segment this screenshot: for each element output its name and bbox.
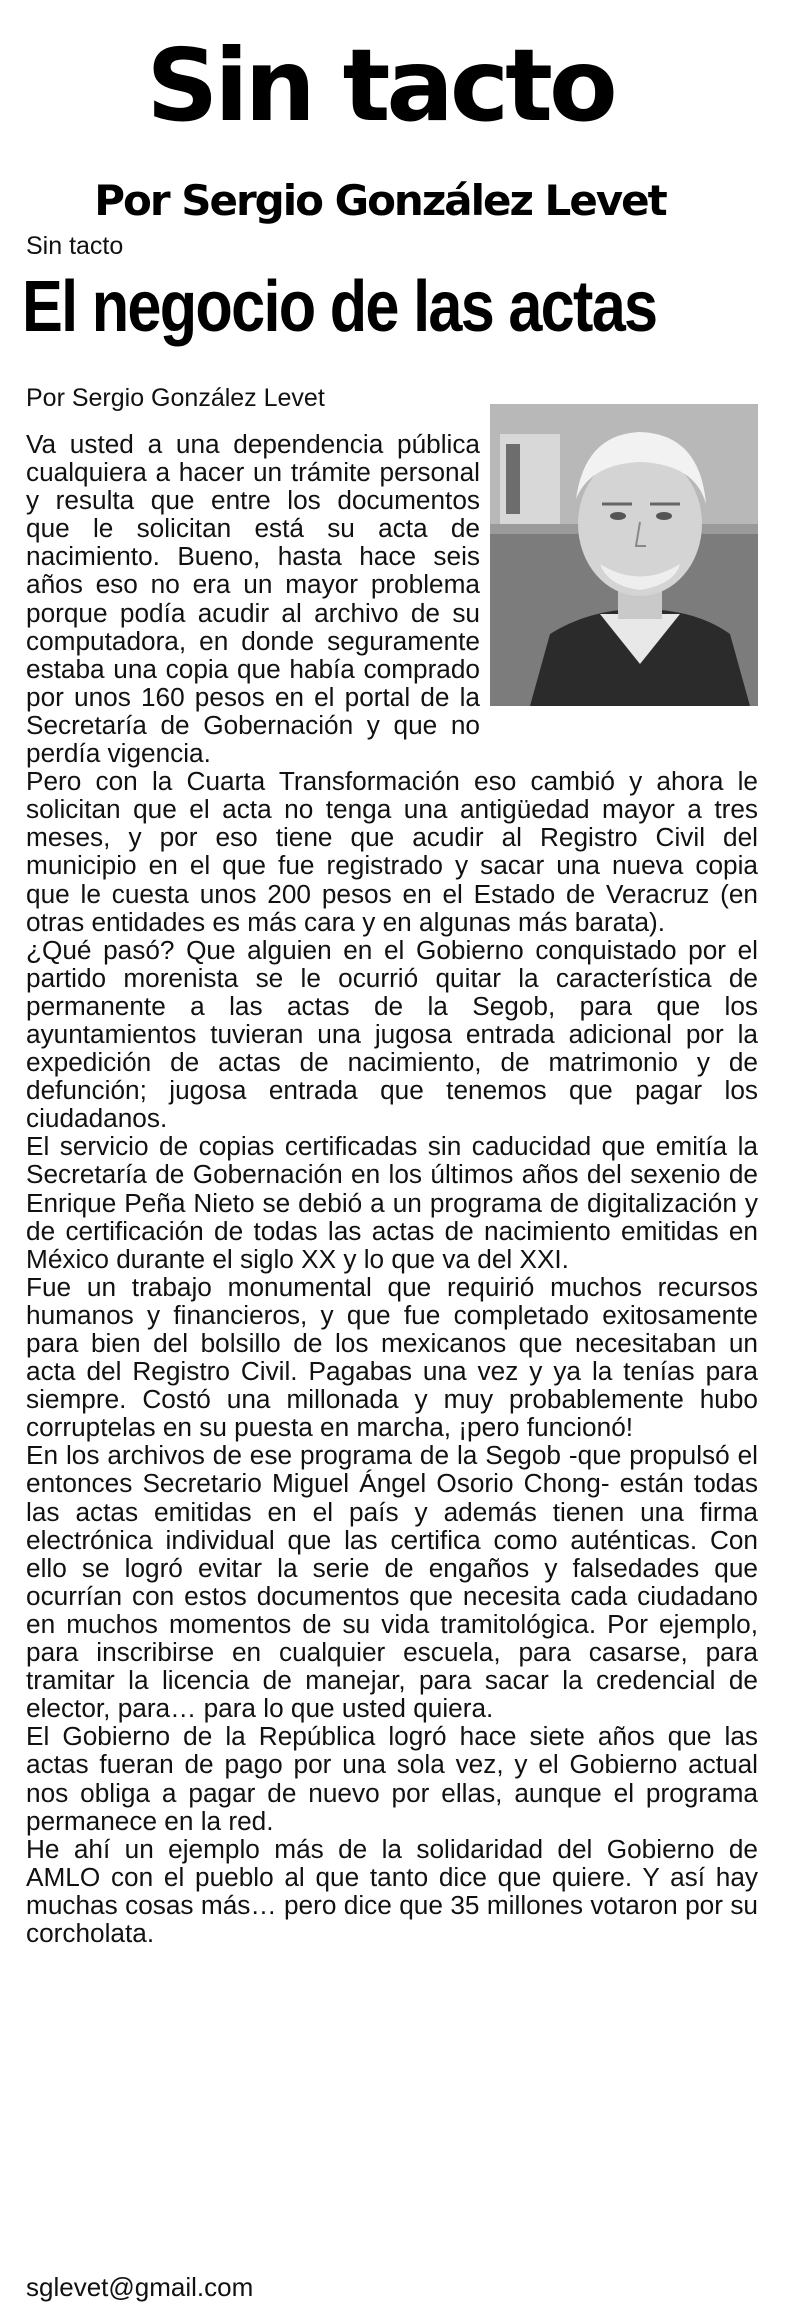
article-headline: El negocio de las actas <box>22 267 657 347</box>
paragraph: He ahí un ejemplo más de la solidaridad del Gobierno de AMLO con el pueblo al que tanto dice que quiere. Y así hay muchas cosas más… pero dice que 35 millones votaron por su corcholata. <box>26 1833 758 1948</box>
paragraph: ¿Qué pasó? Que alguien en el Gobierno conquistado por el partido morenista se le ocurrió quitar la característica de permanente a las actas de la Segob, para que los ayuntamientos tuvieran una jugosa entrada adicional por la expedición de actas de nacimiento, de matrimonio y de defunción; jugosa entrada que tenemos que pagar los ciudadanos. <box>26 934 758 1134</box>
paragraph: Fue un trabajo monumental que requirió muchos recursos humanos y financieros, y que fue completado exitosamente para bien del bolsillo de los mexicanos que necesitaban un acta del Registro Civil. Pagabas una vez y ya la tenías para siempre. Costó una millonada y muy probablemente hubo corruptelas en su puesta en marcha, ¡pero funcionó! <box>26 1271 758 1443</box>
paragraph: En los archivos de ese programa de la Segob -que propulsó el entonces Secretario Miguel Ángel Osorio Chong- están todas las actas emitidas en el país y además tienen una firma electrónica individual que las certifica como auténticas. Con ello se logró evitar la serie de engaños y falsedades que ocurrían con estos documentos que necesita cada ciudadano en muchos momentos de su vida tramitológica. Por ejemplo, para inscribirse en cualquier escuela, para casarse, para tramitar la licencia de manejar, para sacar la credencial de elector, para… para lo que usted quiera. <box>26 1440 758 1724</box>
section-label: Sin tacto <box>26 232 124 260</box>
masthead-title: Sin tacto <box>146 27 614 144</box>
masthead-byline: Por Sergio González Levet <box>94 176 666 225</box>
paragraph: Pero con la Cuarta Transformación eso cambió y ahora le solicitan que el acta no tenga una antigüedad mayor a tres meses, y por eso tiene que acudir al Registro Civil del municipio en el que fue registrado y sacar una nueva copia que le cuesta unos 200 pesos en el Estado de Veracruz (en otras entidades es más cara y en algunas más barata). <box>26 766 758 937</box>
article-byline: Por Sergio González Levet <box>26 384 325 412</box>
paragraph: Va usted a una dependencia pública cualquiera a hacer un trámite personal y resulta que entre los documentos que le solicitan está su acta de nacimiento. Bueno, hasta hace seis años eso no era un mayor problema porque podía acudir al archivo de su computadora, en donde seguramente estaba una copia que había comprado por unos 160 pesos en el portal de la Secretaría de Gobernación y que no perdía vigencia. <box>26 429 480 769</box>
article-body <box>26 430 758 1947</box>
paragraph: El servicio de copias certificadas sin caducidad que emitía la Secretaría de Gobernación en los últimos años del sexenio de Enrique Peña Nieto se debió a un programa de digitalización y de certificación de todas las actas de nacimiento emitidas en México durante el siglo XX y lo que va del XXI. <box>26 1131 758 1274</box>
author-email: sglevet@gmail.com <box>26 2272 254 2302</box>
paragraph: El Gobierno de la República logró hace siete años que las actas fueran de pago por una sola vez, y el Gobierno actual nos obliga a pagar de nuevo por ellas, aunque el programa permanece en la red. <box>26 1721 758 1836</box>
